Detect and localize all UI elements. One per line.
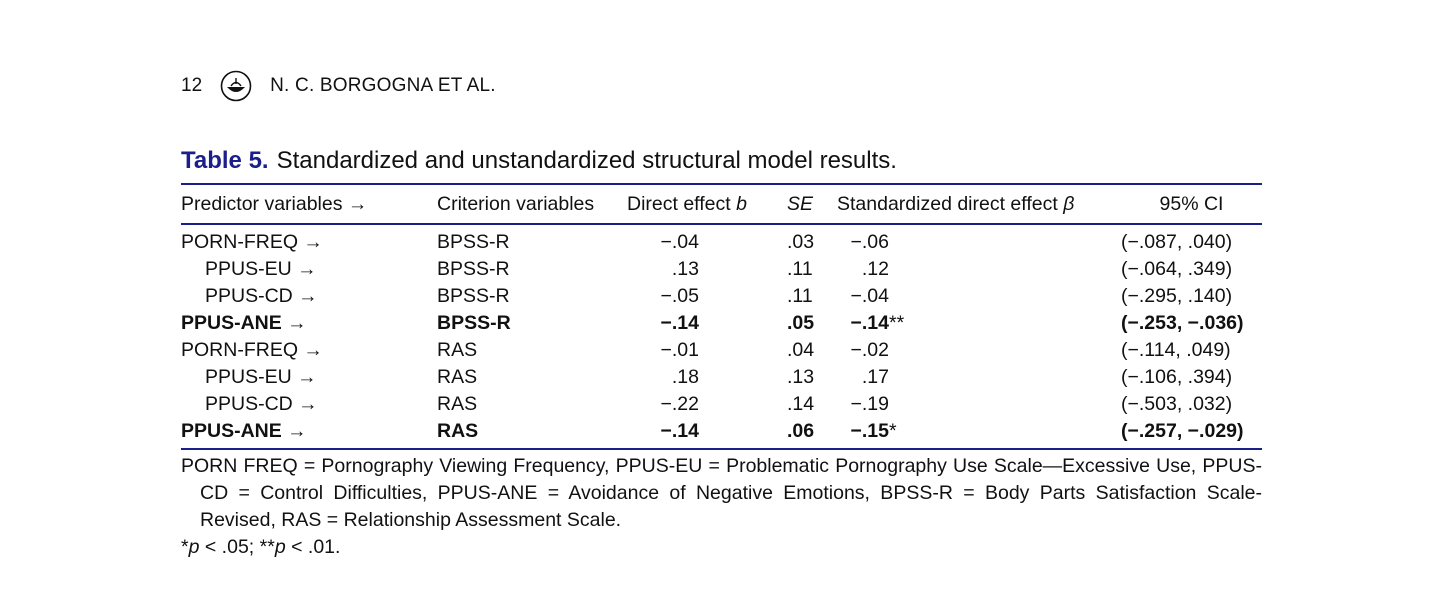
sig-p-symbol: p	[274, 536, 286, 558]
table-caption	[181, 147, 897, 175]
taylor-francis-logo-icon	[220, 70, 252, 102]
cell-standardized-effect: −.14	[850, 312, 889, 334]
cell-predictor: PPUS-EU →	[205, 366, 317, 388]
results-table	[181, 183, 1262, 450]
cell-direct-effect: −.01	[660, 339, 699, 361]
column-header-criterion: Criterion variables	[437, 184, 627, 224]
column-header-se: SE	[787, 184, 837, 224]
cell-predictor: PPUS-CD →	[205, 285, 318, 307]
table-title: Standardized and unstandardized structural model results.	[276, 147, 897, 174]
cell-standardized-effect: −.02	[850, 339, 889, 361]
table-row	[181, 391, 1262, 418]
cell-standardized-effect: −.04	[850, 285, 889, 307]
cell-se: .14	[787, 393, 815, 415]
direct-effect-symbol: b	[736, 192, 747, 215]
sig-star-single: *	[181, 536, 189, 558]
cell-standardized-effect: .12	[861, 258, 889, 280]
standardized-effect-symbol: β	[1063, 192, 1075, 215]
table-row	[181, 364, 1262, 391]
table-row	[181, 224, 1262, 256]
table-row	[181, 283, 1262, 310]
sig-threshold-01: < .01.	[285, 536, 341, 558]
column-header-ci: 95% CI	[1121, 184, 1262, 224]
cell-criterion: BPSS-R	[437, 258, 510, 280]
cell-predictor: PORN-FREQ →	[181, 231, 323, 253]
cell-se: .06	[787, 418, 837, 449]
table-row	[181, 310, 1262, 337]
cell-criterion: RAS	[437, 418, 627, 449]
header-row	[181, 184, 1262, 224]
cell-se: .11	[787, 285, 813, 307]
cell-significance: **	[889, 312, 905, 334]
table-label: Table 5.	[181, 147, 269, 174]
cell-predictor: PPUS-ANE →	[181, 418, 437, 449]
cell-ci: (−.106, .394)	[1121, 366, 1233, 388]
cell-standardized-effect: −.19	[850, 393, 889, 415]
cell-standardized-effect: −.06	[850, 231, 889, 253]
cell-direct-effect: −.05	[660, 285, 699, 307]
cell-ci: (−.114, .049)	[1121, 339, 1231, 361]
table-notes	[181, 453, 1262, 561]
cell-criterion: RAS	[437, 393, 478, 415]
cell-ci: (−.503, .032)	[1121, 393, 1233, 415]
cell-direct-effect: .18	[671, 366, 699, 388]
cell-criterion: RAS	[437, 339, 478, 361]
cell-direct-effect: −.22	[660, 393, 699, 415]
cell-predictor: PORN-FREQ →	[181, 339, 323, 361]
abbreviation-note: PORN FREQ = Pornography Viewing Frequency, PPUS-EU = Problematic Pornography Use Scale—Excessive Use, PPUS-CD = Control Difficulties, PPUS-ANE = Avoidance of Negative Emotions, BPSS-R = Body Parts Satisfaction Scale-Revised, RAS = Relationship Assessment Scale.	[181, 455, 1262, 531]
running-author-line: N. C. BORGOGNA ET AL.	[270, 75, 496, 96]
sig-star-double: **	[259, 536, 275, 558]
running-header	[181, 70, 496, 102]
table-row	[181, 256, 1262, 283]
cell-se: .05	[787, 312, 815, 334]
column-header-standardized-effect	[837, 184, 1121, 224]
column-header-direct-effect	[627, 184, 787, 224]
cell-criterion: RAS	[437, 366, 478, 388]
page-number: 12	[181, 75, 203, 96]
cell-se: .04	[787, 339, 815, 361]
cell-direct-effect: −.04	[660, 231, 699, 253]
table-row	[181, 337, 1262, 364]
direct-effect-label: Direct effect	[627, 192, 731, 215]
cell-direct-effect: .13	[671, 258, 699, 280]
cell-direct-effect: −.14	[660, 312, 699, 334]
cell-predictor: PPUS-EU →	[205, 258, 317, 280]
sig-p-symbol: p	[188, 536, 200, 558]
column-header-predictor: Predictor variables →	[181, 184, 437, 224]
cell-standardized-effect: .17	[861, 366, 889, 388]
table-row	[181, 418, 1262, 449]
cell-criterion: BPSS-R	[437, 285, 510, 307]
cell-ci: (−.087, .040)	[1121, 231, 1233, 253]
cell-ci: (−.257, −.029)	[1121, 418, 1262, 449]
significance-note	[181, 534, 1262, 561]
cell-ci: (−.295, .140)	[1121, 285, 1233, 307]
cell-predictor: PPUS-CD →	[205, 393, 318, 415]
cell-significance: *	[889, 420, 897, 442]
cell-predictor: PPUS-ANE →	[181, 312, 307, 334]
cell-se: .13	[787, 366, 815, 388]
standardized-effect-label: Standardized direct effect	[837, 192, 1058, 215]
cell-criterion: BPSS-R	[437, 231, 510, 253]
sig-threshold-05: < .05;	[199, 536, 260, 558]
cell-direct-effect: −.14	[660, 420, 699, 442]
cell-ci: (−.253, −.036)	[1121, 312, 1244, 334]
cell-standardized-effect: −.15	[850, 420, 889, 442]
cell-se: .03	[787, 231, 815, 253]
cell-ci: (−.064, .349)	[1121, 258, 1233, 280]
cell-se: .11	[787, 258, 813, 280]
cell-criterion: BPSS-R	[437, 312, 511, 334]
